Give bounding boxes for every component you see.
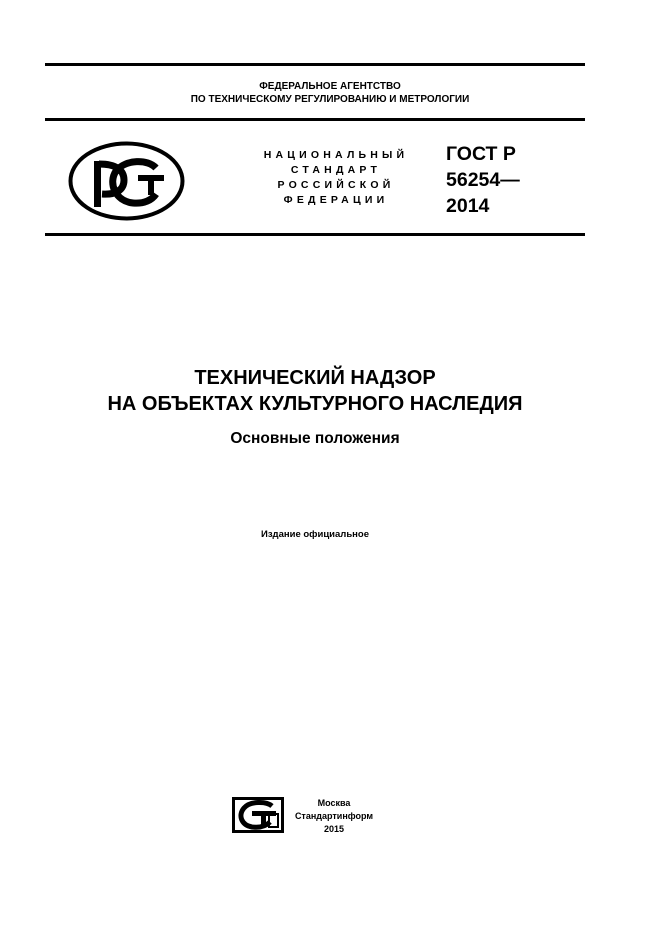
top-rule (45, 63, 585, 66)
publisher-name: Стандартинформ (294, 811, 374, 821)
national-standard-label (246, 148, 426, 208)
edition-label: Издание официальное (261, 529, 369, 540)
agency-line-2: ПО ТЕХНИЧЕСКОМУ РЕГУЛИРОВАНИЮ И МЕТРОЛОГИИ (190, 94, 470, 105)
designation-line-1: ГОСТ Р (446, 143, 516, 165)
title-line-1: ТЕХНИЧЕСКИЙ НАДЗОР (194, 367, 436, 389)
national-line-2: СТАНДАРТ (290, 164, 382, 176)
title-line-2: НА ОБЪЕКТАХ КУЛЬТУРНОГО НАСЛЕДИЯ (107, 393, 523, 415)
national-line-3: РОССИЙСКОЙ (277, 179, 395, 191)
publisher-imprint (284, 797, 384, 836)
designation-line-2: 56254— (446, 169, 520, 191)
document-subtitle: Основные положения (230, 430, 400, 447)
publication-year: 2015 (323, 824, 345, 834)
agency-header (45, 80, 615, 106)
rst-logo-icon (68, 141, 185, 221)
header-rule (45, 118, 585, 121)
document-title (45, 365, 585, 417)
agency-line-1: ФЕДЕРАЛЬНОЕ АГЕНТСТВО (259, 81, 401, 92)
designation-line-3: 2014 (446, 195, 490, 217)
standard-designation (446, 141, 520, 219)
standartinform-logo-icon (232, 797, 284, 833)
national-line-1: НАЦИОНАЛЬНЫЙ (263, 149, 409, 161)
publisher-city: Москва (317, 798, 351, 808)
national-line-4: ФЕДЕРАЦИИ (283, 194, 389, 206)
standard-block-rule (45, 233, 585, 236)
